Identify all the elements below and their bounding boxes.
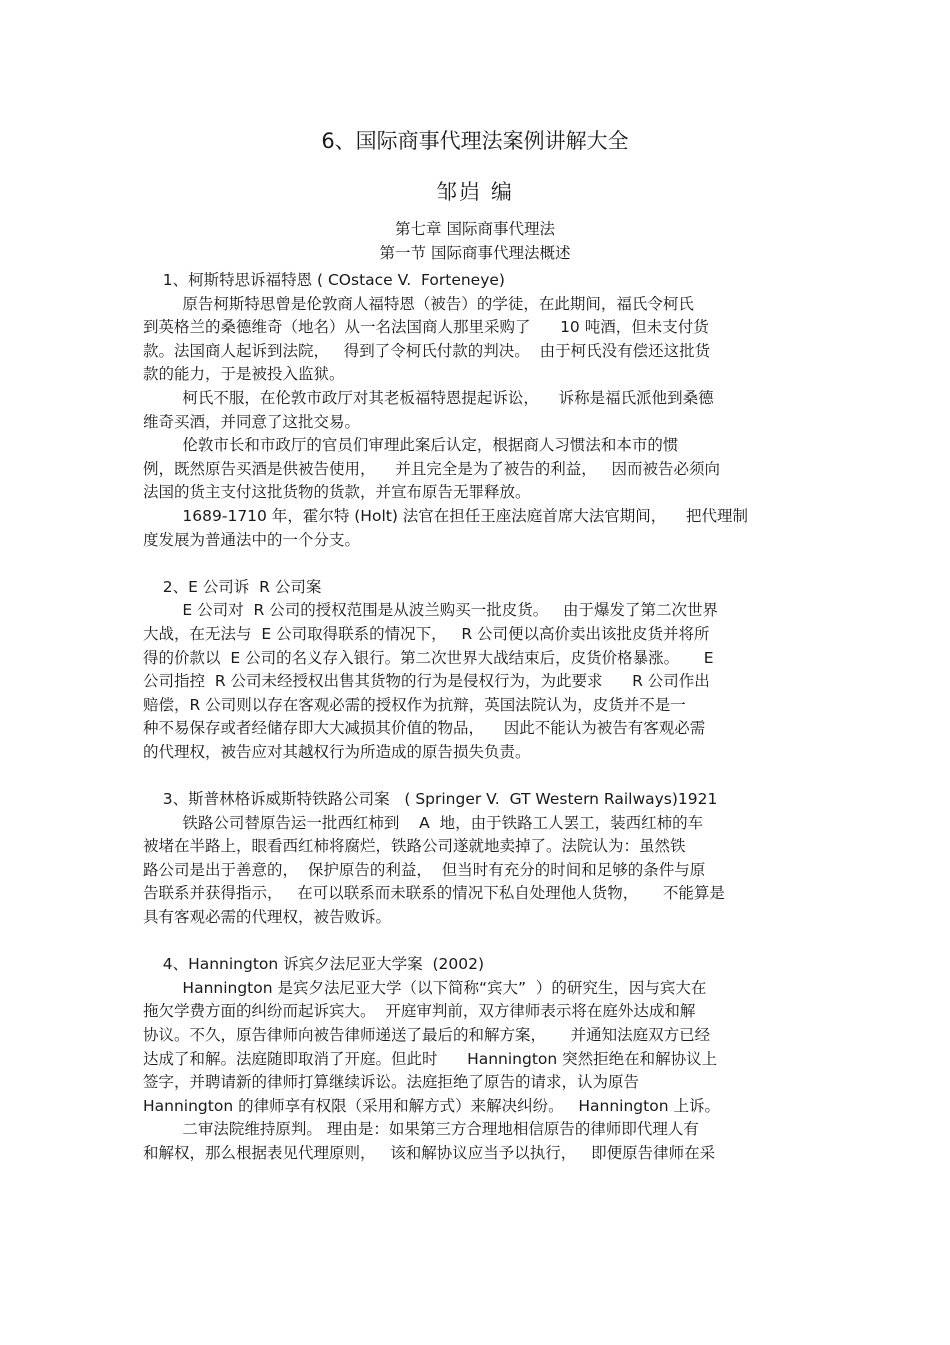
paragraph-gap	[143, 552, 807, 576]
document-body	[143, 269, 807, 1166]
case-2-line: 的代理权，被告应对其越权行为所造成的原告损失负责。	[143, 742, 531, 761]
document-author: 邹岿 编	[436, 180, 514, 204]
case-4-line: 签字，并聘请新的律师打算继续诉讼。法庭拒绝了原告的请求，认为原告	[143, 1073, 640, 1092]
chapter-heading: 第七章 国际商事代理法	[395, 220, 555, 238]
case-3-line: 被堵在半路上，眼看西红柿将腐烂，铁路公司遂就地卖掉了。法院认为：虽然铁	[143, 837, 686, 856]
case-2-line: 公司指控 R 公司未经授权出售其货物的行为是侵权行为，为此要求 R 公司作出	[143, 672, 710, 691]
case-2-heading: 2、E 公司诉 R 公司案	[143, 577, 322, 596]
case-2-line: E 公司对 R 公司的授权范围是从波兰购买一批皮货。 由于爆发了第二次世界	[143, 601, 718, 620]
case-4-line: 拖欠学费方面的纠纷而起诉宾大。 开庭审判前，双方律师表示将在庭外达成和解	[143, 1002, 696, 1021]
case-1-line: 法国的货主支付这批货物的货款，并宣布原告无罪释放。	[143, 483, 531, 502]
section-heading: 第一节 国际商事代理法概述	[379, 244, 571, 262]
case-1-line: 度发展为普通法中的一个分支。	[143, 530, 361, 549]
case-4-line: 达成了和解。法庭随即取消了开庭。但此时 Hannington 突然拒绝在和解协议上	[143, 1049, 718, 1068]
case-3-line: 路公司是出于善意的， 保护原告的利益， 但当时有充分的时间和足够的条件与原	[143, 860, 706, 879]
case-1-line: 伦敦市长和市政厅的官员们审理此案后认定，根据商人习惯法和本市的惯	[143, 436, 679, 455]
document-title: 6、国际商事代理法案例讲解大全	[321, 129, 629, 153]
case-3-line: 铁路公司替原告运一批西红柿到 A 地，由于铁路工人罢工，装西红柿的车	[143, 813, 704, 832]
case-3-line: 告联系并获得指示， 在可以联系而未联系的情况下私自处理他人货物， 不能算是	[143, 884, 725, 903]
case-1-line: 到英格兰的桑德维奇（地名）从一名法国商人那里采购了 10 吨酒，但未支付货	[143, 318, 709, 337]
paragraph-gap	[143, 930, 807, 954]
case-4-line: Hannington 的律师享有权限（采用和解方式）来解决纠纷。 Hannington 上诉。	[143, 1096, 720, 1115]
case-4-line: 二审法院维持原判。 理由是：如果第三方合理地相信原告的律师即代理人有	[143, 1120, 699, 1139]
case-3-heading: 3、斯普林格诉威斯特铁路公司案 ( Springer V. GT Western Railways)1921	[143, 790, 718, 809]
case-4-line: 和解权，那么根据表见代理原则， 该和解协议应当予以执行， 即便原告律师在采	[143, 1143, 716, 1162]
case-2-line: 种不易保存或者经储存即大大减损其价值的物品， 因此不能认为被告有客观必需	[143, 719, 706, 738]
case-1-heading: 1、柯斯特思诉福特恩 ( COstace V. Forteneye)	[143, 271, 505, 289]
case-3-line: 具有客观必需的代理权，被告败诉。	[143, 908, 392, 927]
case-2-line: 赔偿，R 公司则以存在客观必需的授权作为抗辩，英国法院认为，皮货并不是一	[143, 695, 686, 714]
case-4-line: 协议。不久，原告律师向被告律师递送了最后的和解方案， 并通知法庭双方已经	[143, 1026, 711, 1044]
case-2-line: 大战，在无法与 E 公司取得联系的情况下， R 公司便以高价卖出该批皮货并将所	[143, 624, 710, 643]
case-2-line: 得的价款以 E 公司的名义存入银行。第二次世界大战结束后，皮货价格暴涨。 E	[143, 648, 714, 667]
case-1-line: 原告柯斯特思曾是伦敦商人福特恩（被告）的学徒，在此期间，福氏令柯氏	[143, 294, 694, 313]
case-1-line: 款的能力，于是被投入监狱。	[143, 365, 345, 384]
case-4-heading: 4、Hannington 诉宾夕法尼亚大学案 (2002)	[143, 955, 485, 974]
case-1-line: 维奇买酒，并同意了这批交易。	[143, 412, 361, 431]
case-1-line: 款。法国商人起诉到法院， 得到了令柯氏付款的判决。 由于柯氏没有偿还这批货	[143, 341, 711, 360]
case-1-line: 例，既然原告买酒是供被告使用， 并且完全是为了被告的利益， 因而被告必须向	[143, 459, 720, 478]
case-1-line: 柯氏不服，在伦敦市政厅对其老板福特恩提起诉讼， 诉称是福氏派他到桑德	[143, 388, 714, 407]
case-1-line: 1689-1710 年，霍尔特 (Holt) 法官在担任王座法庭首席大法官期间， 把代理制	[143, 506, 749, 525]
case-4-line: Hannington 是宾夕法尼亚大学（以下简称“宾大” ）的研究生，因与宾大在	[143, 978, 707, 997]
paragraph-gap	[143, 764, 807, 788]
